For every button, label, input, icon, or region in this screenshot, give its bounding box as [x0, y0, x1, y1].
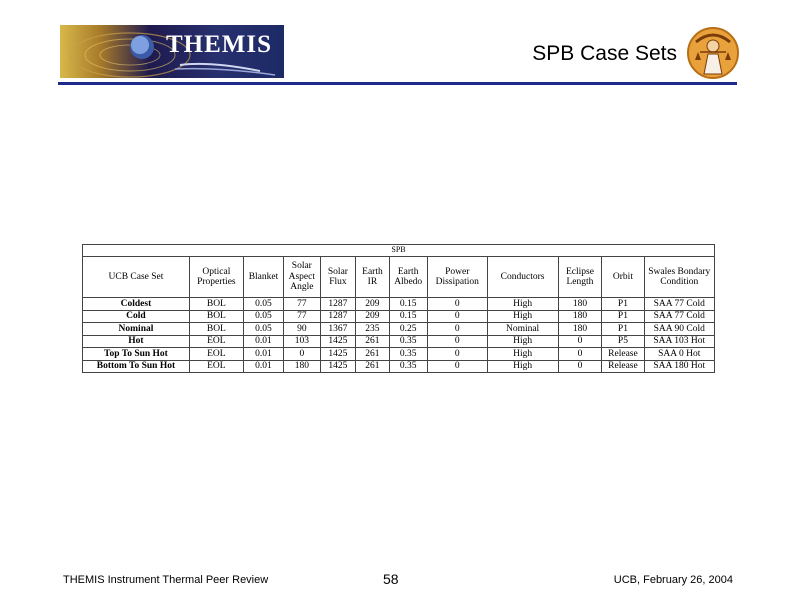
table-cell: 0.01 — [243, 335, 283, 348]
table-cell: 0 — [427, 298, 487, 311]
table-cell: P1 — [602, 298, 644, 311]
column-header: Swales Bondary Condition — [644, 257, 714, 298]
table-cell: 180 — [558, 298, 602, 311]
table-cell: BOL — [189, 323, 243, 336]
table-row — [83, 348, 715, 361]
logo-text: THEMIS — [166, 31, 273, 58]
table-cell: High — [487, 298, 558, 311]
table-cell: 235 — [356, 323, 389, 336]
table-cell: 0.15 — [389, 310, 427, 323]
table-cell: 0 — [427, 335, 487, 348]
table-cell: SAA 77 Cold — [644, 298, 714, 311]
table-cell: High — [487, 360, 558, 373]
table-cell: 1287 — [320, 298, 356, 311]
table-cell: Nominal — [487, 323, 558, 336]
case-set-name: Top To Sun Hot — [83, 348, 190, 361]
table-cell: SAA 0 Hot — [644, 348, 714, 361]
footer-right: UCB, February 26, 2004 — [613, 574, 733, 586]
table-cell: 1287 — [320, 310, 356, 323]
case-set-name: Cold — [83, 310, 190, 323]
table-cell: 1425 — [320, 348, 356, 361]
table-cell: 209 — [356, 310, 389, 323]
table-header-row — [83, 257, 715, 298]
table-cell: High — [487, 335, 558, 348]
table-row — [83, 335, 715, 348]
table-cell: 0 — [427, 310, 487, 323]
table-cell: High — [487, 348, 558, 361]
column-header: Blanket — [243, 257, 283, 298]
table-cell: 0.25 — [389, 323, 427, 336]
footer-left: THEMIS Instrument Thermal Peer Review — [63, 574, 269, 586]
column-header: Earth Albedo — [389, 257, 427, 298]
case-set-name: Coldest — [83, 298, 190, 311]
table-cell: 77 — [284, 310, 320, 323]
table-cell: 103 — [284, 335, 320, 348]
table-cell: 0 — [427, 360, 487, 373]
table-row — [83, 360, 715, 373]
table-cell: P1 — [602, 310, 644, 323]
column-header: UCB Case Set — [83, 257, 190, 298]
table-cell: EOL — [189, 360, 243, 373]
title-divider — [58, 82, 737, 85]
table-cell: 0.01 — [243, 360, 283, 373]
table-cell: BOL — [189, 310, 243, 323]
table-cell: Release — [602, 348, 644, 361]
spb-case-table — [82, 244, 715, 373]
table-cell: 261 — [356, 348, 389, 361]
page-number: 58 — [383, 571, 399, 587]
column-header: Solar Aspect Angle — [284, 257, 320, 298]
table-cell: 209 — [356, 298, 389, 311]
table-cell: 90 — [284, 323, 320, 336]
table-cell: 180 — [284, 360, 320, 373]
table-cell: P1 — [602, 323, 644, 336]
themis-mascot-icon — [686, 24, 740, 82]
table-cell: 0.35 — [389, 348, 427, 361]
column-header: Solar Flux — [320, 257, 356, 298]
table-cell: 261 — [356, 360, 389, 373]
column-header: Earth IR — [356, 257, 389, 298]
table-cell: SAA 103 Hot — [644, 335, 714, 348]
page-title: SPB Case Sets — [532, 42, 677, 65]
column-header: Orbit — [602, 257, 644, 298]
table-cell: 261 — [356, 335, 389, 348]
table-cell: 0.05 — [243, 310, 283, 323]
table-cell: 0.01 — [243, 348, 283, 361]
column-header: Optical Properties — [189, 257, 243, 298]
column-header: Eclipse Length — [558, 257, 602, 298]
table-cell: 0.05 — [243, 323, 283, 336]
table-cell: 0.35 — [389, 335, 427, 348]
table-cell: 0 — [558, 335, 602, 348]
table-row — [83, 323, 715, 336]
table-cell: Release — [602, 360, 644, 373]
table-cell: SAA 77 Cold — [644, 310, 714, 323]
table-cell: EOL — [189, 348, 243, 361]
table-cell: 0 — [284, 348, 320, 361]
table-cell: High — [487, 310, 558, 323]
column-header: Conductors — [487, 257, 558, 298]
table-cell: 1425 — [320, 335, 356, 348]
table-cell: 1425 — [320, 360, 356, 373]
table-cell: 1367 — [320, 323, 356, 336]
case-set-name: Bottom To Sun Hot — [83, 360, 190, 373]
table-cell: 0 — [427, 323, 487, 336]
table-cell: 77 — [284, 298, 320, 311]
table-body — [83, 298, 715, 373]
case-set-name: Nominal — [83, 323, 190, 336]
table-cell: BOL — [189, 298, 243, 311]
table-cell: SAA 90 Cold — [644, 323, 714, 336]
table-cell: EOL — [189, 335, 243, 348]
column-header: Power Dissipation — [427, 257, 487, 298]
table-cell: SAA 180 Hot — [644, 360, 714, 373]
themis-logo-banner — [60, 25, 284, 78]
table-cell: 180 — [558, 310, 602, 323]
table-cell: 0 — [558, 360, 602, 373]
table-row — [83, 298, 715, 311]
table-cell: 0 — [427, 348, 487, 361]
table-cell: 180 — [558, 323, 602, 336]
table-cell: 0 — [558, 348, 602, 361]
table-cell: 0.15 — [389, 298, 427, 311]
spb-case-table-container — [82, 244, 715, 373]
table-caption: SPB — [83, 245, 715, 257]
table-cell: P5 — [602, 335, 644, 348]
table-cell: 0.35 — [389, 360, 427, 373]
table-cell: 0.05 — [243, 298, 283, 311]
case-set-name: Hot — [83, 335, 190, 348]
table-row — [83, 310, 715, 323]
